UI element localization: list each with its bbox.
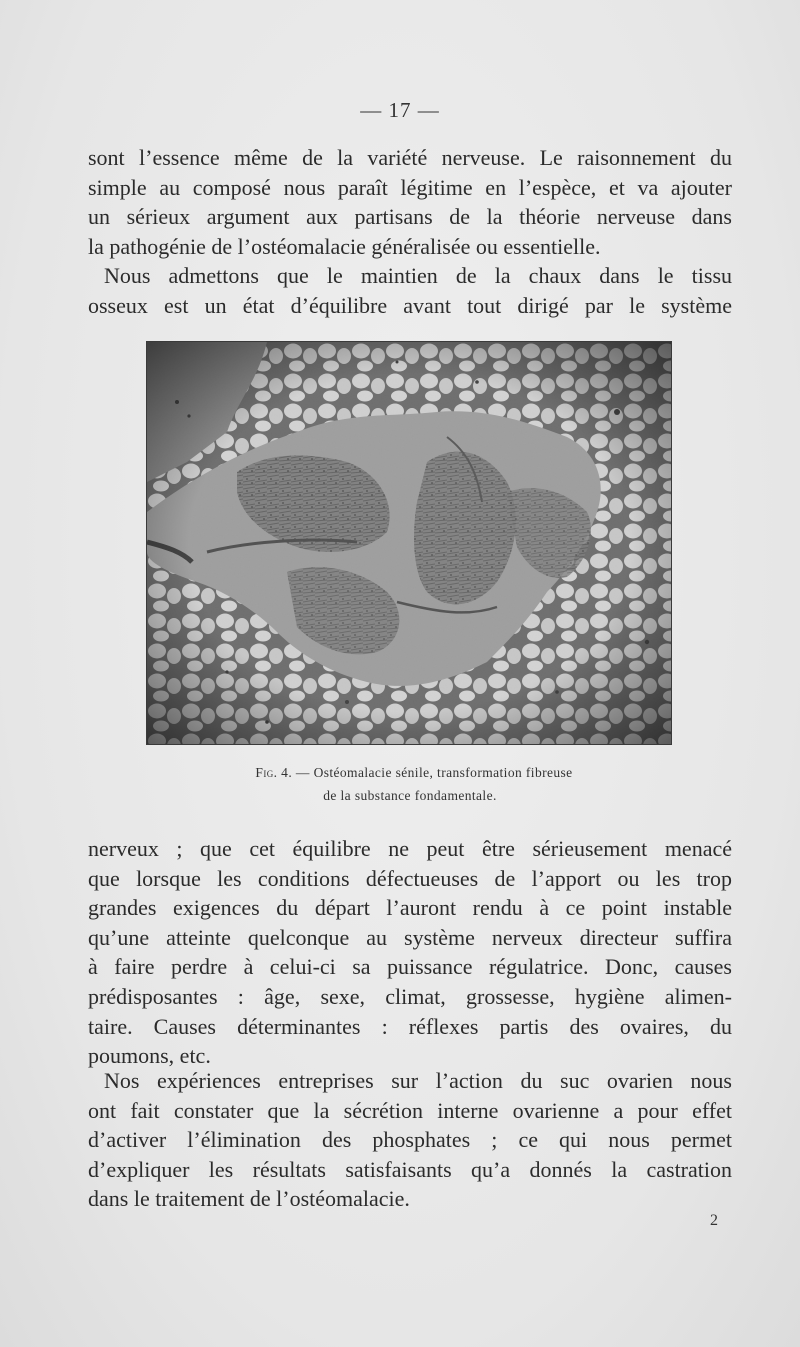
caption-text: — Ostéomalacie sénile, transformation fibreuse (295, 765, 573, 780)
text-line: osseux est un état d’équilibre avant tout dirigé par le système (88, 292, 732, 318)
paragraph-2 (88, 261, 732, 320)
text-line: taire. Causes déterminantes : réflexes partis des ovaires, du (88, 1013, 732, 1039)
paragraph-1 (88, 143, 732, 261)
paragraph-3 (88, 834, 732, 1071)
text-line: que lorsque les conditions défectueuses de l’apport ou les trop (88, 865, 732, 891)
paragraph-4 (88, 1066, 732, 1214)
text-line: dans le traitement de l’ostéomalacie. (88, 1186, 410, 1212)
text-line: d’expliquer les résultats satisfaisants qu’a donnés la castration (88, 1156, 732, 1182)
text-line: à faire perdre à celui-ci sa puissance régulatrice. Donc, causes (88, 954, 732, 980)
figure-label: Fig. 4. (255, 765, 293, 780)
page-number: — 17 — (360, 98, 440, 122)
text-line: poumons, etc. (88, 1043, 211, 1069)
text-line: ont fait constater que la sécrétion interne ovarienne a pour effet (88, 1097, 732, 1123)
text-line: nerveux ; que cet équilibre ne peut être sérieusement menacé (88, 836, 732, 861)
text-line: la pathogénie de l’ostéomalacie généralisée ou essentielle. (88, 233, 601, 259)
text-line: Nous admettons que le maintien de la chaux dans le tissu (104, 263, 732, 288)
text-line: grandes exigences du départ l’auront rendu à ce point instable (88, 895, 732, 921)
text-line: prédisposantes : âge, sexe, climat, grossesse, hygiène alimen- (88, 983, 732, 1009)
text-line: Nos expériences entreprises sur l’action du suc ovarien nous (104, 1068, 732, 1093)
text-line: sont l’essence même de la variété nerveuse. Le raisonnement du (88, 145, 732, 170)
text-line: simple au composé nous paraît légitime en l’espèce, et va ajouter (88, 174, 732, 200)
micrograph-image (147, 342, 671, 744)
text-line: qu’une atteinte quelconque au système nerveux directeur suffira (88, 924, 732, 950)
figure-micrograph (147, 342, 671, 744)
text-line: un sérieux argument aux partisans de la théorie nerveuse dans (88, 204, 732, 230)
text-line: d’activer l’élimination des phosphates ; ce qui nous permet (88, 1127, 732, 1153)
figure-caption-line-1 (14, 765, 800, 781)
figure-caption-line-2: de la substance fondamentale. (323, 788, 497, 803)
signature-mark: 2 (710, 1212, 718, 1229)
